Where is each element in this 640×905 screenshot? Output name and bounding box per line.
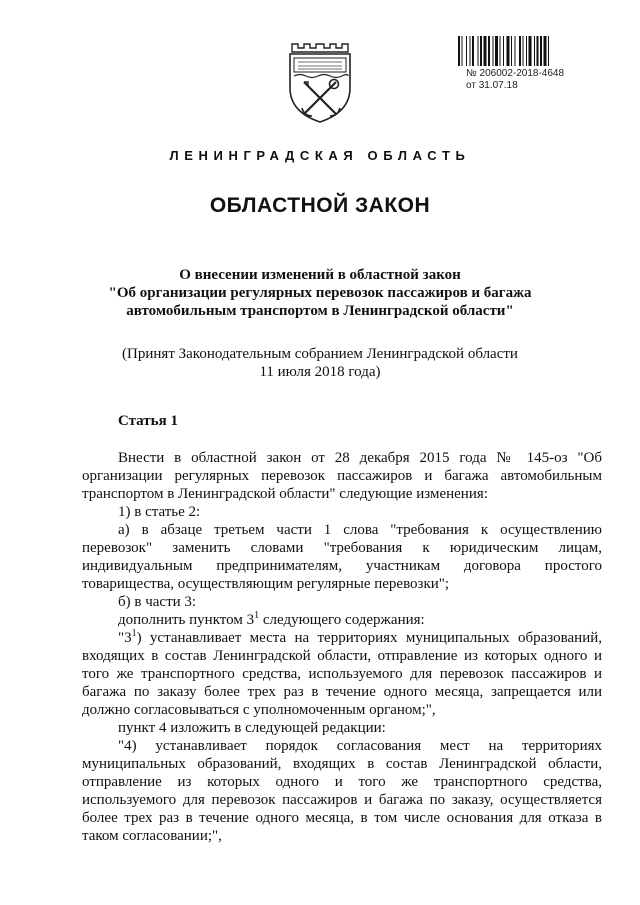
text-fragment: "3 [118,630,132,646]
body-paragraph: "4) устанавливает порядок согласования мест на территориях муниципальных образований, входящих в состав Ленинградской области, отправление из которых одного и того же транспортного средства, используемого для перевозок пассажиров и багажа по заказу, осуществляется более трех раз в течение одного месяца, в том числе основания для отказа в таком согласовании;", [82,738,602,844]
law-title-line: "Об организации регулярных перевозок пассажиров и багажа [108,285,532,301]
law-title-line: О внесении изменений в областной закон [179,267,461,283]
body-paragraph: 1) в статье 2: [118,504,201,520]
coat-of-arms-emblem [284,38,356,126]
adoption-note-line: (Принят Законодательным собранием Ленинградской области [122,346,518,362]
text-fragment: дополнить пунктом 3 [118,612,255,628]
text-fragment: ) устанавливает места на территориях муниципальных образований, входящих в состав Ленинградской области, отправление из которых одного и того же транспортного средства, используемого для перевозок пассажиров и багажа по заказу более трех раз в течение одного месяца, запрещается или должно согласовываться с уполномоченным органом;", [82,630,602,718]
law-title-line: автомобильным транспортом в Ленинградской области" [126,303,514,319]
law-title [60,266,580,320]
body-paragraph: а) в абзаце третьем части 1 слова "требования к осуществлению перевозок" заменить словами "требования к юридическим лицам, индивидуальным предпринимателям, участникам договора простого товарищества, осуществляющим регулярные перевозки"; [82,522,602,592]
body-paragraph: пункт 4 изложить в следующей редакции: [118,720,386,736]
body-paragraph: Внести в областной закон от 28 декабря 2015 года № 145-оз "Об организации регулярных перевозок пассажиров и багажа автомобильным транспортом в Ленинградской области" следующие изменения: [82,450,602,502]
text-fragment: следующего содержания: [259,612,425,628]
document-type-heading: ОБЛАСТНОЙ ЗАКОН [209,194,431,217]
article-body [82,449,602,845]
body-paragraph [82,629,602,719]
superscript: 1 [254,610,260,621]
article-heading: Статья 1 [118,413,178,429]
registration-number: № 206002-2018-4648 [466,68,565,79]
body-paragraph [82,611,602,629]
superscript: 1 [131,628,137,639]
adoption-note-line: 11 июля 2018 года) [259,364,381,380]
barcode [458,36,598,66]
region-heading: ЛЕНИНГРАДСКАЯ ОБЛАСТЬ [169,148,471,163]
adoption-note [60,345,580,381]
body-paragraph: б) в части 3: [118,594,197,610]
registration-date: от 31.07.18 [466,80,518,91]
